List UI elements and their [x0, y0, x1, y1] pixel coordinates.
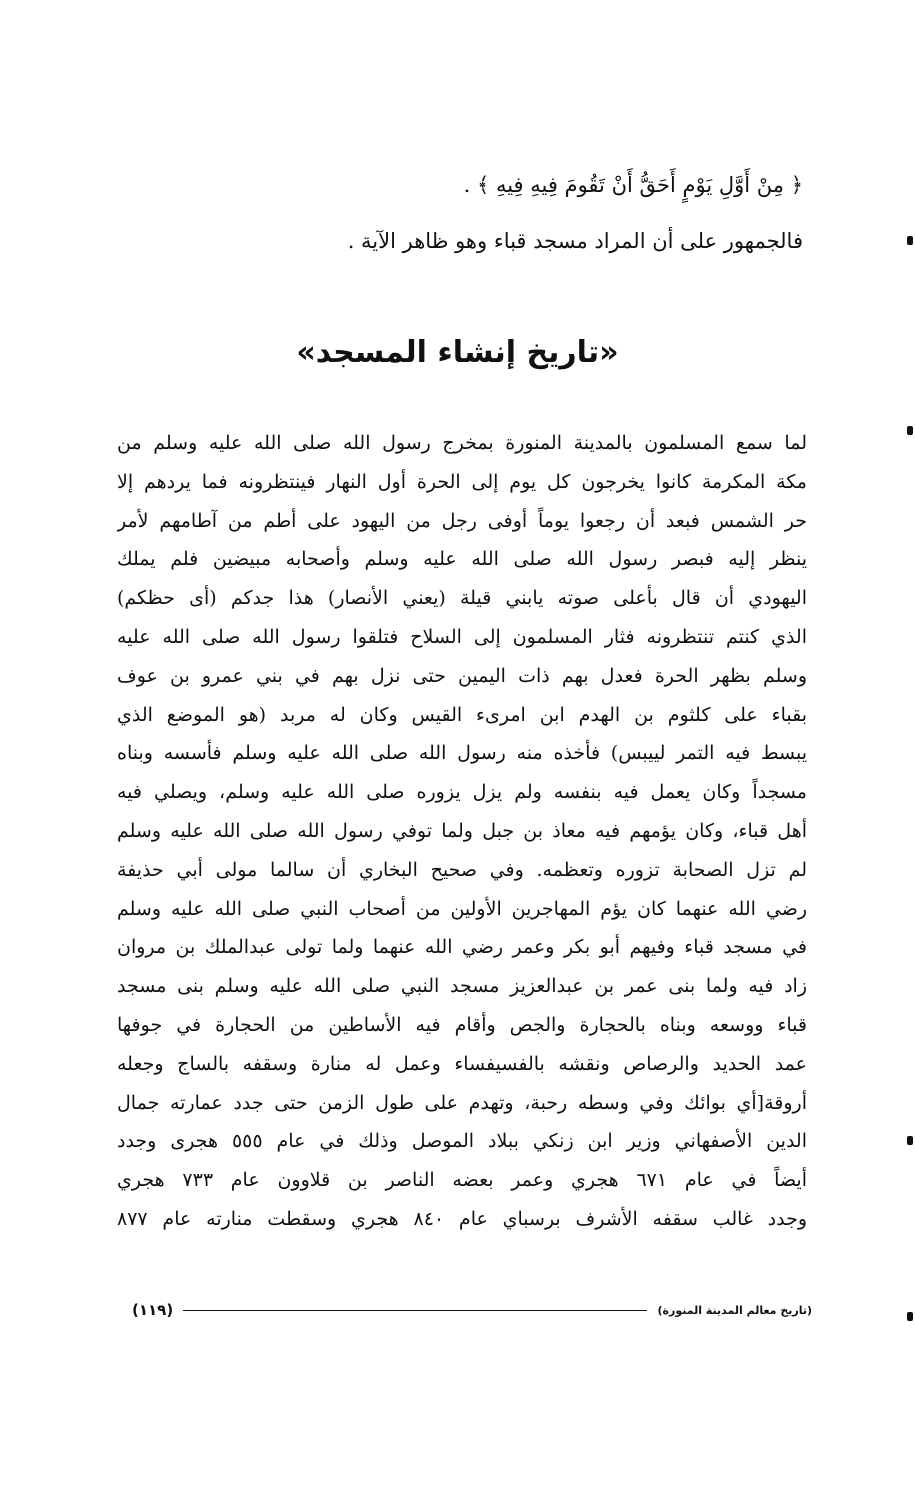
body-line: يبسط فيه التمر لييبس) فأخذه منه رسول الله صلى الله عليه وسلم فأسسه وبناه: [117, 742, 807, 765]
footer-book-title: (تاريخ معالم المدينة المنورة): [657, 1303, 812, 1317]
body-line: عمد الحديد والرصاص ونقشه بالفسيفساء وعمل له منارة وسقفه بالساج وجعله: [117, 1052, 807, 1075]
body-line: الذي كنتم تنتظرونه فثار المسلمون إلى السلاح فتلقوا رسول الله صلى الله عليه: [117, 625, 807, 648]
intro-paragraph: فالجمهور على أن المراد مسجد قباء وهو ظاهر الآية .: [347, 229, 803, 253]
section-title: «تاريخ إنشاء المسجد»: [296, 335, 619, 370]
footer-rule: [183, 1310, 647, 1311]
quran-verse: ﴿ مِنْ أَوَّلِ يَوْمٍ أَحَقُّ أَنْ تَقُومَ فِيهِ فِيهِ ﴾ .: [463, 173, 803, 197]
body-line: ينظر إليه فبصر رسول الله صلى الله عليه وسلم وأصحابه مبيضين فلم يملك: [117, 548, 807, 571]
body-line: رضي الله عنهما كان يؤم المهاجرين الأولين من أصحاب النبي صلى الله عليه وسلم: [117, 897, 807, 920]
margin-mark: [907, 426, 913, 435]
margin-mark: [907, 236, 913, 245]
body-line: وسلم بظهر الحرة فعدل بهم ذات اليمين حتى نزل بهم في بني عمرو بن عوف: [117, 664, 807, 687]
body-line: في مسجد قباء وفيهم أبو بكر وعمر رضي الله عنهما ولما تولى عبدالملك بن مروان: [117, 936, 807, 959]
body-paragraph: [117, 424, 807, 1239]
body-line: اليهودي أن قال بأعلى صوته يابني قيلة (يعني الأنصار) هذا جدكم (أى حظكم): [117, 587, 807, 610]
body-line: قباء ووسعه وبناه بالحجارة والجص وأقام فيه الأساطين من الحجارة في جوفها: [117, 1013, 807, 1036]
body-line: الدين الأصفهاني وزير ابن زنكي ببلاد الموصل وذلك في عام ٥٥٥ هجرى وجدد: [117, 1130, 807, 1153]
body-line: أروقة[أي بوائك وفي وسطه رحبة، وتهدم على طول الزمن حتى جدد عمارته جمال: [117, 1091, 807, 1114]
body-line: زاد فيه ولما بنى عمر بن عبدالعزيز مسجد النبي صلى الله عليه وسلم بنى مسجد: [117, 975, 807, 998]
body-line: بقباء على كلثوم بن الهدم ابن امرىء القيس وكان له مربد (هو الموضع الذي: [117, 703, 807, 726]
margin-mark: [907, 1136, 913, 1145]
body-line: مسجداً وكان يعمل فيه بنفسه ولم يزل يزوره صلى الله عليه وسلم، ويصلي فيه: [117, 781, 807, 804]
body-line: لما سمع المسلمون بالمدينة المنورة بمخرج رسول الله صلى الله عليه وسلم من: [117, 432, 807, 454]
body-line: وجدد غالب سقفه الأشرف برسباي عام ٨٤٠ هجري وسقطت منارته عام ٨٧٧: [117, 1207, 807, 1230]
body-line: أهل قباء، وكان يؤمهم فيه معاذ بن جبل ولما توفي رسول الله صلى الله عليه وسلم: [117, 819, 807, 842]
body-line: مكة المكرمة كانوا يخرجون كل يوم إلى الحرة أول النهار فينتظرونه فما يردهم إلا: [117, 470, 807, 493]
body-line: حر الشمس فبعد أن رجعوا يوماً أوفى رجل من اليهود على أطم من آطامهم لأمر: [117, 509, 807, 532]
page-footer: [132, 1298, 812, 1322]
page-number: (١١٩): [132, 1301, 174, 1319]
margin-mark: [907, 1312, 913, 1321]
body-line: لم تزل الصحابة تزوره وتعظمه. وفي صحيح البخاري أن سالما مولى أبي حذيفة: [117, 858, 807, 881]
body-line: أيضاً في عام ٦٧١ هجري وعمر بعضه الناصر بن قلاوون عام ٧٣٣ هجري: [117, 1169, 807, 1192]
